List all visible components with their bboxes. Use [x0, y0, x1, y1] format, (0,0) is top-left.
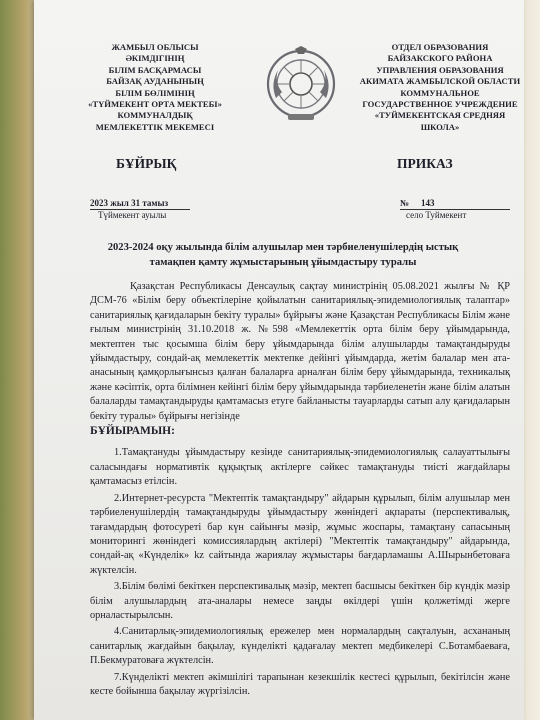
list-item: 3.Білім бөлімі бекіткен перспективалық мәзір, мектеп басшысы бекіткен бір күндік мәзір білім алушылардың ата-аналары немесе заңды өкілдері үшін қолжетімді жерге орналастырылсын. [90, 581, 510, 621]
header-line: БАЙЗАКСКОГО РАЙОНА [387, 53, 493, 64]
decree-heading: БҰЙЫРАМЫН: [90, 425, 175, 438]
order-title-kazakh: БҰЙРЫҚ [116, 156, 177, 171]
list-item: 2.Интернет-ресурста "Мектептік тамақтандыру" айдарын құрылып, білім алушылар мен тәрбиеленушілердің тамақтандыруды ұйымдастыру жөніндегі ақпараты (перспективалық, тағамдардың фотосуреті бар күн сайынғы мәзір, жұмыс жоспары, тамақтану сапасының мониторингі жөніндегі комиссиялардың актілері) "Мектептік тамақтандыру" айдарында, сондай-ақ «Күнделік» kz сайтында жариялау жұмыстары бағдарламашы А.Шырынбетоваға жүктелсін. [90, 492, 510, 576]
list-item: 4.Санитарлық-эпидемиологиялық ережелер мен нормалардың сақталуын, асхананың санитарлық жағдайын бақылау, күнделікті қадағалау мектеп медбикелері С.Ботамбаеваға, П.Бекмуратоваға жүктелсін. [90, 626, 510, 667]
header-line: ШКОЛА» [420, 121, 460, 132]
number-sign: № [400, 198, 410, 208]
header-line: ГОСУДАРСТВЕННОЕ УЧРЕЖДЕНИЕ [362, 99, 518, 110]
header-russian [340, 42, 540, 133]
order-date [90, 198, 168, 208]
header-line: ЖАМБЫЛ ОБЛЫСЫ [111, 42, 199, 52]
intro-paragraph: Қазақстан Республикасы Денсаулық сақтау министрінің 05.08.2021 жылғы № ҚР ДСМ-76 «Білім беру объектілеріне қойылатын санитариялық-эпидемиологиялық талаптар» санитариялық қағидаларын бекіту туралы» бұйрығы және Қазақстан Республикасы Білім және ғылым министрінің 31.10.2018 ж. №598 «Мемлекеттік орта білім беру ұйымдарында, мектептен тыс қосымша білім беру ұйымдарында білім алушыларды тамақтандыруды ұйымдастыру, сондай-ақ мемлекеттік мектепке дейінгі ұйымдарда, жетім балалар мен ата-анасының қамқорлығынсыз қалған балаларға арналған білім беру ұйымдарында, техникалық және кәсіптік, орта білімнен кейінгі білім беру ұйымдарында тәрбиеленетін және білім алатын балаларды тамақтандыруды қамтамасыз етуге байланысты тауарларды сатып алу қағидаларын бекіту туралы» бұйрығы негізінде [90, 281, 510, 422]
header-line: БІЛІМ БАСҚАРМАСЫ [108, 64, 202, 75]
header-kazakh [50, 42, 260, 133]
order-number [400, 198, 435, 208]
header-line: «ТУЙМЕКЕНТСКАЯ СРЕДНЯЯ [374, 110, 506, 121]
list-item: 7.Күнделікті мектеп әкімшілігі тарапынан кезекшілік кестесі құрылып, бекітілсін және кесте бойынша бақылау жүргізілсін. [90, 671, 510, 697]
header-line: УПРАВЛЕНИЯ ОБРАЗОВАНИЯ [376, 64, 504, 75]
list-item: 1.Тамақтануды ұйымдастыру кезінде санитариялық-эпидемиологиялық салауаттылығы саласындағы нормативтік құқықтық актілерге сәйкес тамақтануды тиісті жағдайлары қамтамасыз етілсін. [90, 447, 510, 488]
title-line: тамақпен қамту жұмыстарының ұйымдастыру туралы [149, 257, 417, 268]
place-russian: село Туймекент [406, 210, 467, 220]
number-value: 143 [421, 198, 435, 208]
state-emblem-icon [266, 46, 336, 124]
header-line: АКИМАТА ЖАМБЫЛСКОЙ ОБЛАСТИ [359, 76, 521, 87]
document-title [68, 240, 498, 270]
header-line: БІЛІМ БӨЛІМІНІҢ [115, 87, 195, 98]
title-line: 2023-2024 оқу жылында білім алушылар мен тәрбиеленушілердің ыстық [107, 242, 459, 253]
header-line: БАЙЗАҚ АУДАНЫНЫҢ [106, 76, 204, 87]
order-title-russian: ПРИКАЗ [397, 156, 453, 171]
date-text: 2023 жыл 31 тамыз [90, 198, 169, 208]
header-line: «ТҮЙМЕКЕНТ ОРТА МЕКТЕБІ» [88, 99, 222, 110]
place-kazakh: Түймекент ауылы [98, 210, 167, 220]
document-body [90, 280, 510, 699]
header-line: ОТДЕЛ ОБРАЗОВАНИЯ [391, 42, 489, 52]
header-line: ӘКІМДІГІНІҢ [125, 53, 185, 64]
header-line: КОММУНАЛДЫҚ [117, 110, 193, 121]
header-line: МЕМЛЕКЕТТІК МЕКЕМЕСІ [95, 121, 215, 132]
document-page [34, 0, 524, 720]
header-line: КОММУНАЛЬНОЕ [400, 87, 480, 98]
